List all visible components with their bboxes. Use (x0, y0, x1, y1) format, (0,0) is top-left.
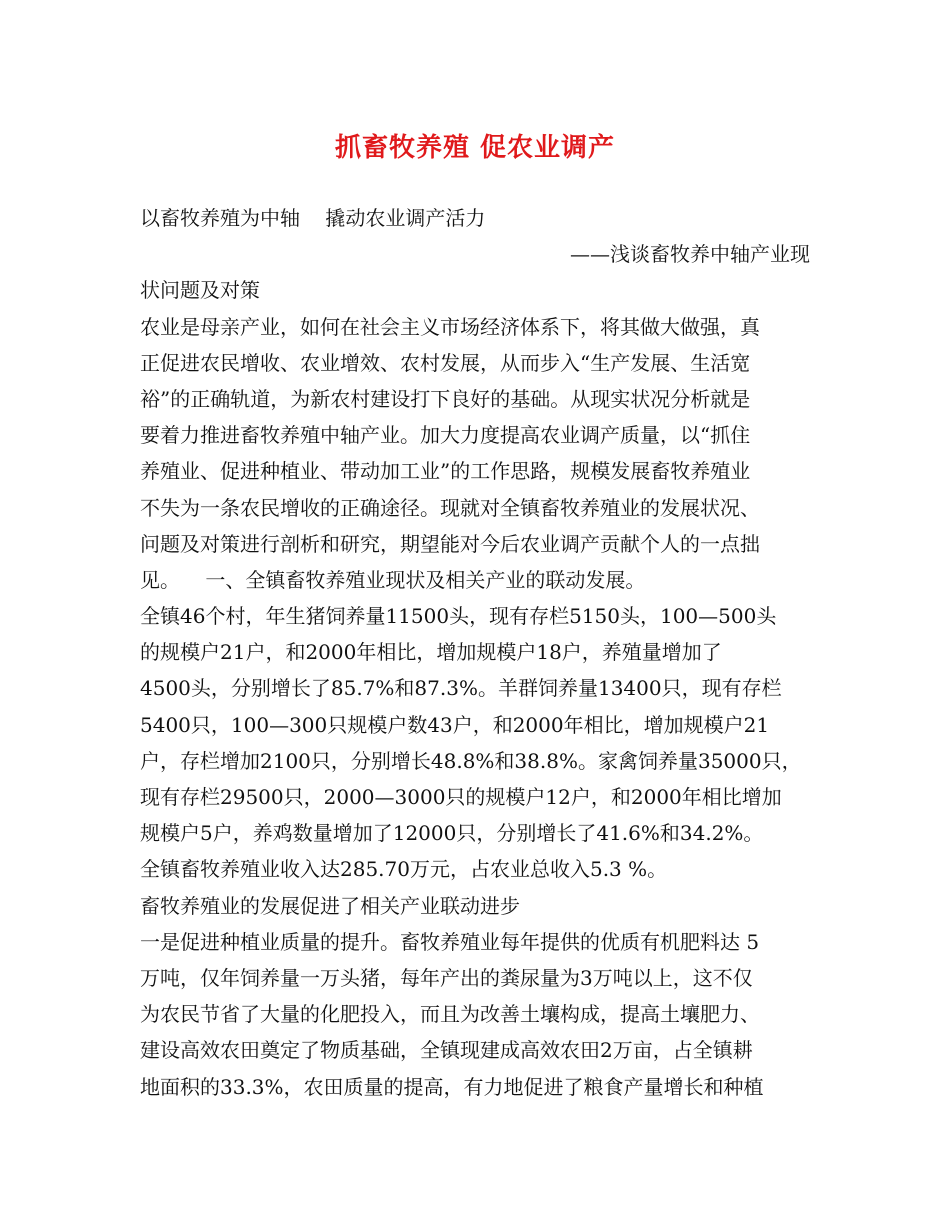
paragraph-line: 户，存栏增加2100只，分别增长48.8%和38.8%。家禽饲养量35000只， (140, 748, 802, 773)
paragraph-line: 规模户5户，养鸡数量增加了12000只，分别增长了41.6%和34.2%。 (140, 821, 764, 846)
paragraph-line: 问题及对策进行剖析和研究，期望能对今后农业调产贡献个人的一点拙 (140, 531, 760, 556)
subtitle-byline: ——浅谈畜牧养中轴产业现 (570, 242, 810, 267)
paragraph-line: 要着力推进畜牧养殖中轴产业。加大力度提高农业调产质量，以“抓住 (140, 423, 751, 448)
paragraph-line: 不失为一条农民增收的正确途径。现就对全镇畜牧养殖业的发展状况、 (140, 495, 760, 520)
paragraph-line: 正促进农民增收、农业增效、农村发展，从而步入“生产发展、生活宽 (140, 350, 751, 375)
paragraph-line: 为农民节省了大量的化肥投入，而且为改善土壤构成，提高土壤肥力、 (140, 1002, 760, 1027)
paragraph-line: 现有存栏29500只，2000—3000只的规模户12户，和2000年相比增加 (140, 785, 782, 809)
paragraph-line: 万吨，仅年饲养量一万头猪，每年产出的粪尿量为3万吨以上，这不仅 (140, 965, 753, 990)
subheading-line: 畜牧养殖业的发展促进了相关产业联动进步 (140, 893, 520, 918)
paragraph-line: 4500头，分别增长了85.7%和87.3%。羊群饲养量13400只，现有存栏 (140, 676, 782, 701)
paragraph-line: 5400只，100—300只规模户数43户，和2000年相比，增加规模户21 (140, 712, 770, 737)
paragraph-line: 全镇畜牧养殖业收入达285.70万元，占农业总收入5.3 %。 (140, 857, 668, 882)
section-heading-line: 见。 一、全镇畜牧养殖业现状及相关产业的联动发展。 (140, 567, 646, 592)
paragraph-line: 裕”的正确轨道，为新农村建设打下良好的基础。从现实状况分析就是 (140, 386, 751, 411)
paragraph-line: 养殖业、促进种植业、带动加工业”的工作思路，规模发展畜牧养殖业 (140, 459, 751, 484)
paragraph-line: 的规模户21户，和2000年相比，增加规模户18户，养殖量增加了 (140, 640, 722, 665)
paragraph-line: 农业是母亲产业，如何在社会主义市场经济体系下，将其做大做强，真 (140, 314, 760, 339)
document-body (140, 200, 820, 1105)
paragraph-line: 建设高效农田奠定了物质基础，全镇现建成高效农田2万亩，占全镇耕 (140, 1038, 753, 1063)
subtitle-continuation: 状问题及对策 (140, 278, 260, 303)
subtitle-line: 以畜牧养殖为中轴 撬动农业调产活力 (140, 206, 486, 230)
paragraph-line: 一是促进种植业质量的提升。畜牧养殖业每年提供的优质有机肥料达 5 (140, 929, 760, 954)
paragraph-line: 全镇46个村，年生猪饲养量11500头，现有存栏5150头，100—500头 (140, 604, 777, 629)
document-title: 抓畜牧养殖 促农业调产 (334, 133, 616, 163)
paragraph-line: 地面积的33.3%，农田质量的提高，有力地促进了粮食产量增长和种植 (140, 1074, 764, 1099)
